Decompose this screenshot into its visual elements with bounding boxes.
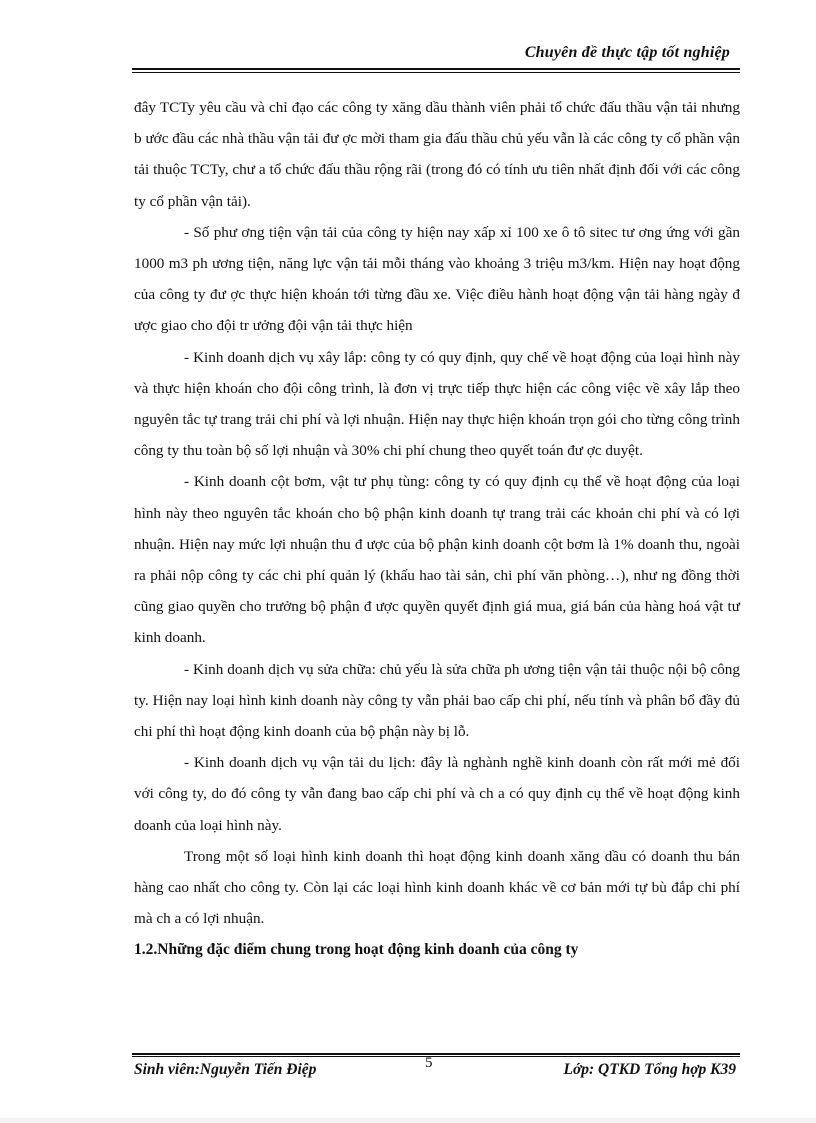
paragraph: - Kinh doanh dịch vụ xây lắp: công ty có quy định, quy chế về hoạt động của loại hình này và thực hiện khoán cho đội công trình, là đơn vị trực tiếp thực hiện các công việc về xây lắp theo nguyên tắc tự trang trải chi phí và lợi nhuận. Hiện nay thực hiện khoán trọn gói cho từng công trình công ty thu toàn bộ số lợi nhuận và 30% chi phí chung theo quyết toán đư ợc duyệt. — [134, 348, 740, 460]
page-number: 5 — [425, 1055, 433, 1071]
header-rule-thin — [132, 72, 740, 73]
header-title: Chuyên đề thực tập tốt nghiệp — [524, 44, 730, 61]
paragraph: - Kinh doanh dịch vụ sửa chữa: chủ yếu là sửa chữa ph ương tiện vận tải thuộc nội bộ công ty. Hiện nay loại hình kinh doanh này công ty vẫn phải bao cấp chi phí, nếu tính và phân bổ đầy đủ chi phí thì hoạt động kinh doanh của bộ phận này bị lỗ. — [134, 660, 740, 741]
footer-student: Sinh viên:Nguyễn Tiến Điệp — [134, 1061, 317, 1078]
paragraph: - Kinh doanh cột bơm, vật tư phụ tùng: công ty có quy định cụ thể về hoạt động của loại hình này theo nguyên tắc khoán cho bộ phận kinh doanh tự trang trải các khoản chi phí và có lợi nhuận. Hiện nay mức lợi nhuận thu đ ược của bộ phận kinh doanh cột bơm là 1% doanh thu, ngoài ra phải nộp công ty các chi phí quản lý (khấu hao tài sản, chi phí văn phòng…), như ng đồng thời cũng giao quyền cho trưởng bộ phận đ ược quyền quyết định giá mua, giá bán của hàng hoá vật tư kinh doanh. — [134, 473, 740, 647]
paragraph: đây TCTy yêu cầu và chỉ đạo các công ty xăng dầu thành viên phải tổ chức đấu thầu vận tải nhưng b ước đầu các nhà thầu vận tải đư ợc mời tham gia đấu thầu chủ yếu vẫn là các công ty cổ phần vận tải thuộc TCTy, chư a tổ chức đấu thầu rộng rãi (trong đó có tính ưu tiên nhất định đối với các công ty cổ phần vận tải). — [134, 99, 740, 210]
paragraph: Trong một số loại hình kinh doanh thì hoạt động kinh doanh xăng dầu có doanh thu bán hàng cao nhất cho công ty. Còn lại các loại hình kinh doanh khác về cơ bản mới tự bù đắp chi phí mà ch a có lợi nhuận. — [134, 847, 740, 928]
footer-rule-thin — [132, 1056, 740, 1057]
page-bottom-edge — [0, 1118, 816, 1123]
header-rule — [132, 68, 740, 70]
document-body — [134, 92, 740, 966]
footer-rule — [132, 1053, 740, 1055]
paragraph: - Kinh doanh dịch vụ vận tải du lịch: đây là nghành nghề kinh doanh còn rất mới mẻ đối với công ty, do đó công ty vẫn đang bao cấp chi phí và ch a có quy định cụ thể về hoạt động kinh doanh của loại hình này. — [134, 754, 740, 834]
section-heading: 1.2.Những đặc điểm chung trong hoạt động kinh doanh của công ty — [134, 941, 579, 959]
footer-class: Lớp: QTKD Tổng hợp K39 — [563, 1061, 736, 1078]
paragraph: - Số phư ơng tiện vận tải của công ty hiện nay xấp xỉ 100 xe ô tô sitec tư ơng ứng với gần 1000 m3 ph ương tiện, năng lực vận tải mỗi tháng vào khoảng 3 triệu m3/km. Hiện nay hoạt động của công ty đư ợc thực hiện khoán tới từng đầu xe. Việc điều hành hoạt động vận tải hàng ngày đ ược giao cho đội tr ưởng đội vận tải thực hiện — [134, 223, 740, 335]
